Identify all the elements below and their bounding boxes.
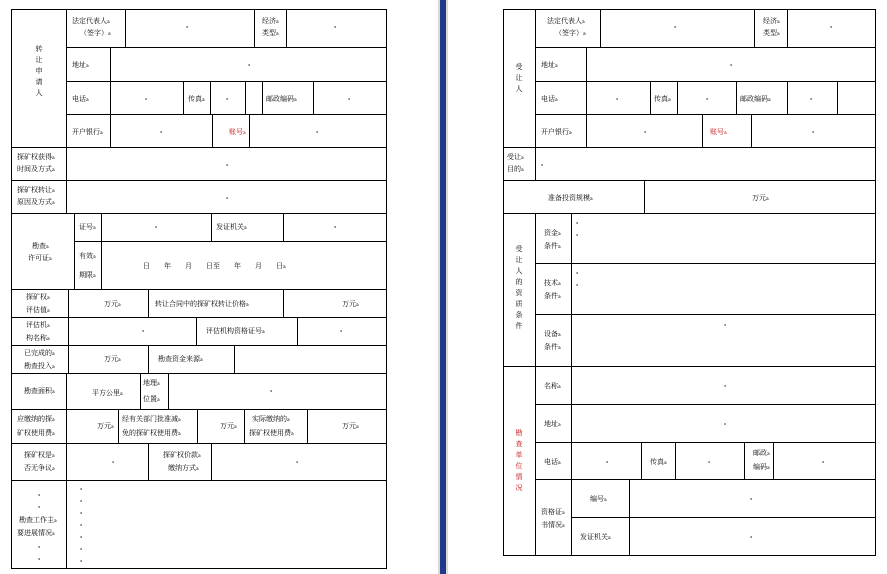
equip-label-2: 条件ₐ — [544, 343, 561, 351]
econ-type-label-2: 类型ₐ — [262, 29, 279, 37]
conditions-label: 受 让 人 的 资 质 条 件 — [515, 245, 523, 330]
work-mark-4: ₐ — [38, 555, 41, 562]
acquire-value[interactable]: ₐ — [226, 161, 229, 168]
r-account-label: 账号ₐ — [710, 128, 727, 136]
form-page-right — [448, 0, 887, 574]
fee-paid-label-1: 实际缴纳的ₐ — [252, 415, 290, 423]
location-value[interactable]: ₐ — [270, 387, 273, 394]
fund-value-1[interactable]: ₐ — [576, 219, 579, 226]
work-value-4[interactable]: ₐ — [80, 521, 83, 528]
bank-label: 开户银行ₐ — [72, 128, 103, 136]
price-value[interactable]: ₐ — [296, 458, 299, 465]
r-fax-label: 传真ₐ — [654, 95, 671, 103]
equip-value[interactable]: ₐ — [724, 321, 727, 328]
valid-label-1: 有效ₐ — [79, 252, 96, 260]
date-range[interactable]: 日 年 月 日至 年 月 日ₐ — [143, 262, 286, 270]
r-econ-type-value[interactable]: ₐ — [830, 23, 833, 30]
r-legal-rep-label: 法定代表人ₐ — [547, 17, 585, 25]
cert-no-label: 证号ₐ — [79, 223, 96, 231]
price-label-1: 探矿权价款ₐ — [163, 451, 201, 459]
work-label-1: 勘查工作主ₐ — [19, 516, 57, 524]
phone-value[interactable]: ₐ — [145, 95, 148, 102]
unit-phone-label: 电话ₐ — [544, 458, 561, 466]
address-label: 地址ₐ — [72, 61, 89, 69]
legal-rep-value[interactable]: ₐ — [186, 23, 189, 30]
account-value[interactable]: ₐ — [316, 128, 319, 135]
econ-type-label-1: 经济ₐ — [262, 17, 279, 25]
dispute-value[interactable]: ₐ — [112, 458, 115, 465]
agency-label-2: 构名称ₐ — [26, 334, 50, 342]
invest-scale-label: 准备投资规模ₐ — [548, 194, 593, 202]
qual-no-value[interactable]: ₐ — [750, 495, 753, 502]
agency-value[interactable]: ₐ — [142, 327, 145, 334]
work-label-2: 要进展情况ₐ — [17, 529, 55, 537]
account-label: 账号ₐ — [229, 128, 246, 136]
fee-due-label-2: 矿权使用费ₐ — [17, 429, 55, 437]
fund-label-1: 资金ₐ — [544, 229, 561, 237]
equip-label-1: 设备ₐ — [544, 330, 561, 338]
work-value-1[interactable]: ₐ — [80, 485, 83, 492]
fund-source-label: 勘查资金来源ₐ — [158, 355, 203, 363]
agency-cert-value[interactable]: ₐ — [340, 327, 343, 334]
work-value-5[interactable]: ₐ — [80, 533, 83, 540]
phone-label: 电话ₐ — [72, 95, 89, 103]
invest-scale-unit: 万元ₐ — [752, 194, 769, 202]
area-label: 勘查面积ₐ — [24, 387, 55, 395]
survey-unit-label: 勘 查 单 位 情 况 — [515, 429, 523, 492]
r-address-value[interactable]: ₐ — [730, 61, 733, 68]
r-postcode-label: 邮政编码ₐ — [740, 95, 771, 103]
acquire-label-1: 探矿权获得ₐ — [17, 153, 55, 161]
acquire-label-2: 时间及方式ₐ — [17, 165, 55, 173]
r-phone-value[interactable]: ₐ — [616, 95, 619, 102]
fee-paid-label-2: 探矿权使用费ₐ — [249, 429, 294, 437]
reason-label-2: 原因及方式ₐ — [17, 198, 55, 206]
issuer-label: 发证机关ₐ — [216, 223, 247, 231]
valid-label-2: 期限ₐ — [79, 271, 96, 279]
license-label-2: 许可证ₐ — [28, 254, 52, 262]
dispute-label-1: 探矿权是ₐ — [24, 451, 55, 459]
work-value-7[interactable]: ₐ — [80, 557, 83, 564]
r-bank-value[interactable]: ₐ — [644, 128, 647, 135]
license-label-1: 勘查ₐ — [32, 242, 49, 250]
tech-value-2[interactable]: ₐ — [576, 281, 579, 288]
unit-postcode-value[interactable]: ₐ — [822, 458, 825, 465]
transferor-label: 转 让 申 请 人 — [35, 45, 43, 97]
bank-value[interactable]: ₐ — [160, 128, 163, 135]
price-label-2: 缴纳方式ₐ — [168, 464, 199, 472]
unit-name-label: 名称ₐ — [544, 382, 561, 390]
unit-postcode-label-2: 编码ₐ — [753, 463, 770, 471]
qual-no-label: 编号ₐ — [590, 495, 607, 503]
fee-approved-label-1: 经有关部门批准减ₐ — [122, 415, 181, 423]
qual-label-2: 书情况ₐ — [541, 521, 565, 529]
fee-paid-unit: 万元ₐ — [342, 422, 359, 430]
work-mark-3: ₐ — [38, 543, 41, 550]
unit-phone-value[interactable]: ₐ — [606, 458, 609, 465]
tech-label-2: 条件ₐ — [544, 292, 561, 300]
invest-label-1: 已完成的ₐ — [24, 349, 55, 357]
invest-label-2: 勘查投入ₐ — [24, 362, 55, 370]
fee-approved-label-2: 免的探矿权使用费ₐ — [122, 429, 181, 437]
r-legal-rep-sign-label: （签字）ₐ — [555, 29, 586, 37]
form-page-left — [0, 0, 438, 574]
work-mark-2: ₐ — [38, 503, 41, 510]
econ-type-value[interactable]: ₐ — [334, 23, 337, 30]
qual-issuer-value[interactable]: ₐ — [750, 533, 753, 540]
eval-label-1: 探矿权ₐ — [26, 293, 50, 301]
fund-value-2[interactable]: ₐ — [576, 231, 579, 238]
r-address-label: 地址ₐ — [541, 61, 558, 69]
transferee-label: 受 让 人 — [515, 63, 523, 93]
contract-price-label: 转让合同中的探矿权转让价格ₐ — [155, 300, 249, 308]
r-account-value[interactable]: ₐ — [812, 128, 815, 135]
issuer-value[interactable]: ₐ — [334, 223, 337, 230]
fee-due-label-1: 应缴纳的探ₐ — [17, 415, 55, 423]
tech-value-1[interactable]: ₐ — [576, 269, 579, 276]
legal-rep-sign-label: （签字）ₐ — [80, 29, 111, 37]
work-value-3[interactable]: ₐ — [80, 509, 83, 516]
fax-label: 传真ₐ — [188, 95, 205, 103]
r-bank-label: 开户银行ₐ — [541, 128, 572, 136]
qual-issuer-label: 发证机关ₐ — [580, 533, 611, 541]
location-label-2: 位置ₐ — [143, 395, 160, 403]
reason-label-1: 探矿权转让ₐ — [17, 186, 55, 194]
area-unit: 平方公里ₐ — [92, 389, 123, 397]
eval-label-2: 评估值ₐ — [26, 306, 50, 314]
work-value-2[interactable]: ₐ — [80, 497, 83, 504]
fee-approved-unit: 万元ₐ — [220, 422, 237, 430]
qual-label-1: 资格证ₐ — [541, 508, 565, 516]
agency-label-1: 评估机ₐ — [26, 321, 50, 329]
legal-rep-label: 法定代表人ₐ — [72, 17, 110, 25]
unit-fax-label: 传真ₐ — [650, 458, 667, 466]
unit-fax-value[interactable]: ₐ — [708, 458, 711, 465]
tech-label-1: 技术ₐ — [544, 279, 561, 287]
r-postcode-value[interactable]: ₐ — [810, 95, 813, 102]
fund-label-2: 条件ₐ — [544, 242, 561, 250]
postcode-value[interactable]: ₐ — [348, 95, 351, 102]
r-legal-rep-value[interactable]: ₐ — [674, 23, 677, 30]
location-label-1: 地理ₐ — [143, 379, 160, 387]
left-table-grid — [0, 0, 438, 574]
cert-no-value[interactable]: ₐ — [155, 223, 158, 230]
fee-due-unit: 万元ₐ — [97, 422, 114, 430]
unit-name-value[interactable]: ₐ — [724, 382, 727, 389]
work-value-6[interactable]: ₐ — [80, 545, 83, 552]
unit-address-value[interactable]: ₐ — [724, 420, 727, 427]
r-fax-value[interactable]: ₐ — [706, 95, 709, 102]
r-phone-label: 电话ₐ — [541, 95, 558, 103]
dispute-label-2: 否无争议ₐ — [24, 464, 55, 472]
r-econ-type-label-1: 经济ₐ — [763, 17, 780, 25]
address-value[interactable]: ₐ — [248, 61, 251, 68]
reason-value[interactable]: ₐ — [226, 194, 229, 201]
contract-price-unit: 万元ₐ — [342, 300, 359, 308]
purpose-label-2: 目的ₐ — [507, 165, 524, 173]
page-divider — [438, 0, 448, 574]
invest-unit: 万元ₐ — [104, 355, 121, 363]
purpose-value[interactable]: ₐ — [541, 161, 544, 168]
unit-address-label: 地址ₐ — [544, 420, 561, 428]
eval-unit: 万元ₐ — [104, 300, 121, 308]
postcode-label: 邮政编码ₐ — [266, 95, 297, 103]
unit-postcode-label-1: 邮政ₐ — [753, 449, 770, 457]
r-econ-type-label-2: 类型ₐ — [763, 29, 780, 37]
work-mark-1: ₐ — [38, 491, 41, 498]
agency-cert-label: 评估机构资格证号ₐ — [206, 327, 265, 335]
purpose-label-1: 受让ₐ — [507, 153, 524, 161]
fax-value[interactable]: ₐ — [226, 95, 229, 102]
